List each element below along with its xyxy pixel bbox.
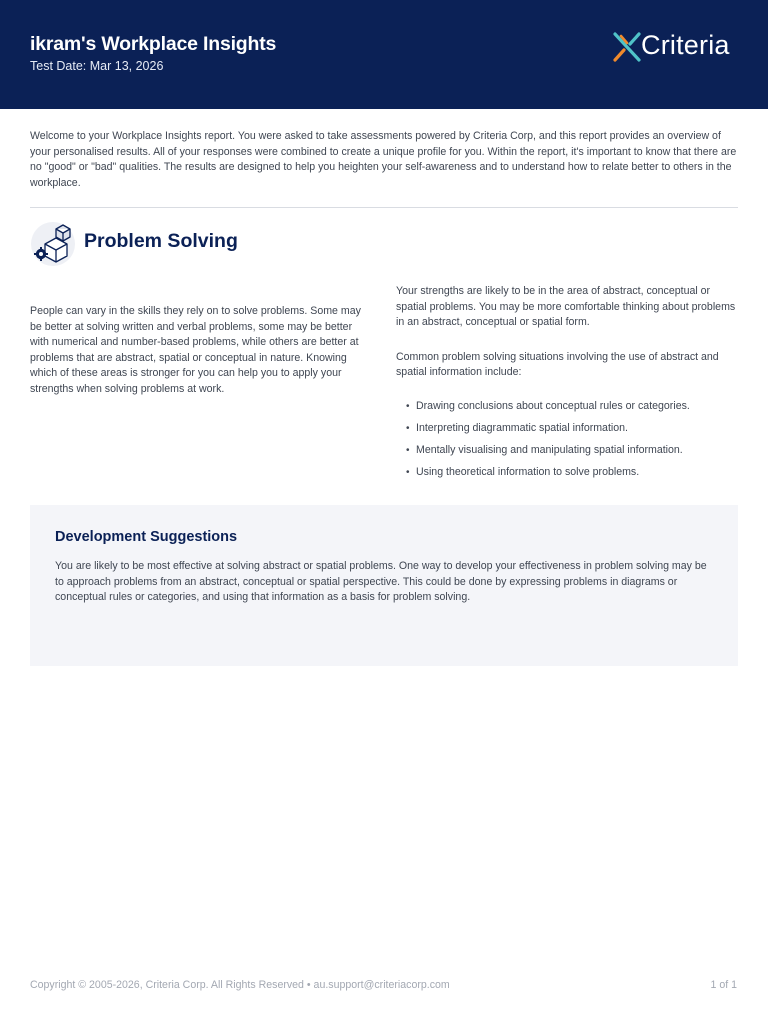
problem-solving-description: People can vary in the skills they rely on to solve problems. Some may be better at solving written and verbal problems, some may be better with numerical and number-based problems, while others are better at problems that are abstract, spatial or conceptual in nature. Knowing which of these areas is stronger for you can help you to apply your strengths when solving problems at work. xyxy=(30,305,361,395)
bullet-icon: • xyxy=(406,466,410,478)
list-item: • Drawing conclusions about conceptual rules or categories. xyxy=(406,399,740,421)
criteria-logo xyxy=(612,29,742,65)
page-number: 1 of 1 xyxy=(710,979,737,991)
report-header xyxy=(0,0,768,109)
list-item: • Using theoretical information to solve problems. xyxy=(406,465,740,487)
logo-wordmark: Criteria xyxy=(641,30,730,60)
list-item: • Mentally visualising and manipulating spatial information. xyxy=(406,443,740,465)
section-title: Problem Solving xyxy=(84,230,238,252)
strengths-column xyxy=(396,284,740,487)
development-suggestions-panel xyxy=(30,505,738,666)
development-title: Development Suggestions xyxy=(55,529,238,545)
bullet-icon: • xyxy=(406,422,410,434)
strengths-paragraph: Your strengths are likely to be in the area of abstract, conceptual or spatial problems. You may be more comfortable thinking about problems in an abstract, conceptual or spatial form. xyxy=(396,285,736,329)
criteria-x-logo-icon xyxy=(612,30,642,64)
situations-intro: Common problem solving situations involving the use of abstract and spatial information include: xyxy=(396,350,719,379)
test-date: Test Date: Mar 13, 2026 xyxy=(30,59,164,73)
report-title: ikram's Workplace Insights xyxy=(30,33,277,55)
bullet-icon: • xyxy=(406,444,410,456)
section-divider xyxy=(30,207,738,208)
bullet-icon: • xyxy=(406,400,410,412)
cube-gear-icon xyxy=(30,220,78,268)
list-item: • Interpreting diagrammatic spatial information. xyxy=(406,421,740,443)
footer-copyright: Copyright © 2005-2026, Criteria Corp. All Rights Reserved • au.support@criteriacorp.com xyxy=(30,979,450,991)
situations-list xyxy=(396,399,740,487)
development-text: You are likely to be most effective at solving abstract or spatial problems. One way to develop your effectiveness in problem solving may be to approach problems from an abstract, conceptual or spatial perspective. This could be done by expressing problems in diagrams or conceptual rules or categories, and using that information as a basis for problem solving. xyxy=(55,560,707,604)
intro-paragraph: Welcome to your Workplace Insights report. You were asked to take assessments powered by Criteria Corp, and this report provides an overview of your personalised results. All of your responses were combined to create a unique profile for you. Within the report, it's important to know that there are no "good" or "bad" qualities. The results are designed to help you heighten your self-awareness and to understand how to relate better to others in the workplace. xyxy=(30,130,737,189)
